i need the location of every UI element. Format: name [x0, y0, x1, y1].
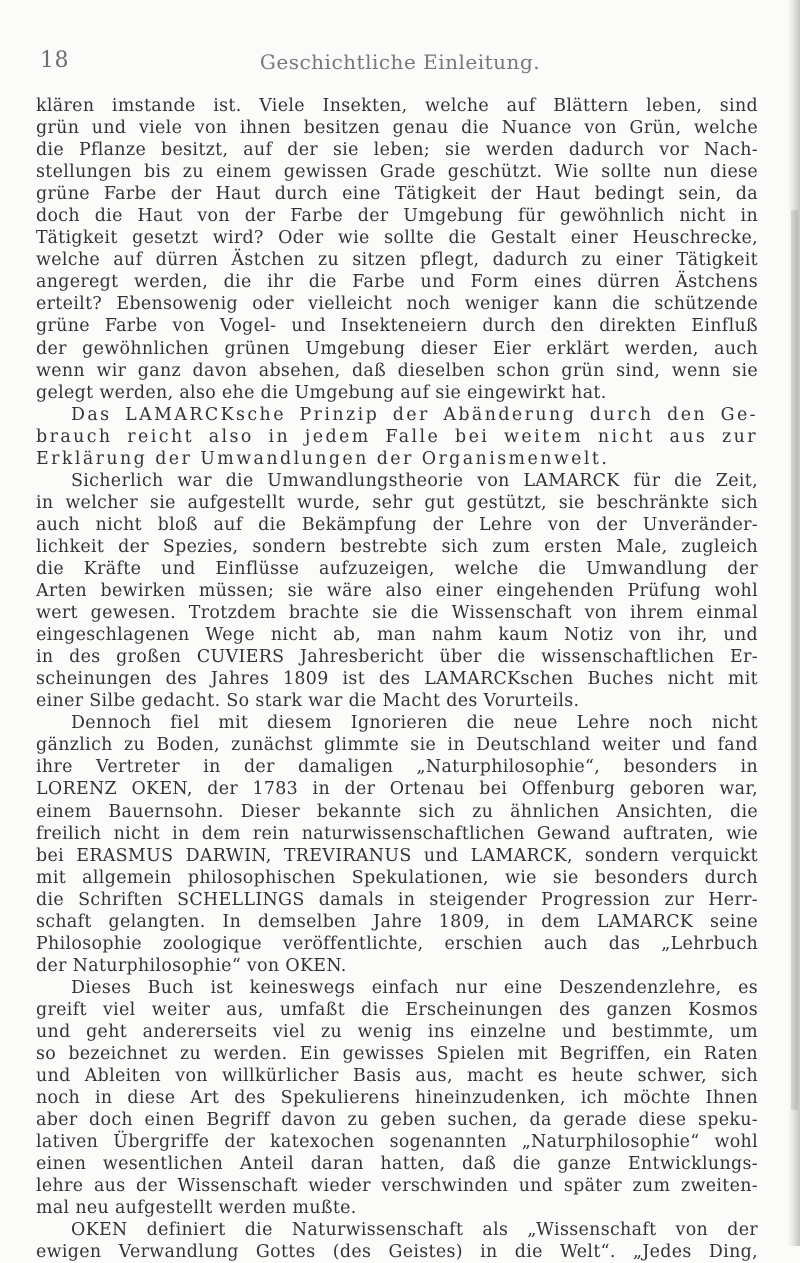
text-line: angeregt werden, die ihr die Farbe und Form eines dürren Ästchens [36, 272, 758, 293]
text-line: der gewöhnlichen grünen Umgebung dieser Eier erklärt werden, auch [36, 338, 758, 359]
text-line: lichkeit der Spezies, sondern bestrebte sich zum ersten Male, zugleich [36, 536, 758, 557]
text-line: LORENZ OKEN, der 1783 in der Ortenau bei Offenburg geboren war, [36, 779, 758, 800]
text-line: einem Bauernsohn. Dieser bekannte sich zu ähnlichen Ansichten, die [36, 801, 758, 822]
page-header [0, 48, 800, 82]
text-line: lehre aus der Wissenschaft wieder verschwinden und später zum zweiten- [36, 1176, 758, 1197]
text-line: OKEN definiert die Naturwissenschaft als „Wissenschaft von der [71, 1220, 758, 1241]
text-line: gänzlich zu Boden, zunächst glimmte sie in Deutschland weiter und fand [36, 735, 758, 756]
running-title: Geschichtliche Einleitung. [259, 50, 541, 74]
text-line: in welcher sie aufgestellt wurde, sehr gut gestützt, sie beschränkte sich [36, 492, 758, 513]
body-text [36, 95, 758, 1263]
text-line: in des großen CUVIERS Jahresbericht über die wissenschaftlichen Er- [36, 647, 758, 668]
text-line: ewigen Verwandlung Gottes (des Geistes) in die Welt“. „Jedes Ding, [36, 1242, 758, 1263]
text-line: erteilt? Ebensowenig oder vielleicht noch weniger kann die schützende [36, 294, 758, 315]
text-line: Tätigkeit gesetzt wird? Oder wie sollte die Gestalt einer Heuschrecke, [36, 228, 758, 249]
text-line: mit allgemein philosophischen Spekulationen, wie sie besonders durch [36, 867, 758, 888]
text-line: die Schriften SCHELLINGS damals in steigender Progression zur Herr- [36, 889, 758, 910]
text-line: greift viel weiter aus, umfaßt die Erscheinungen des ganzen Kosmos [36, 999, 758, 1020]
page-number: 18 [40, 48, 69, 73]
emphasis-line: brauch reicht also in jedem Falle bei weitem nicht aus zur [36, 426, 758, 447]
text-line: und geht andererseits viel zu wenig ins einzelne und bestimmte, um [36, 1021, 758, 1042]
text-line: die Pflanze besitzt, auf der sie leben; sie werden dadurch vor Nach- [36, 140, 758, 161]
text-line: und Ableiten von willkürlicher Basis aus, macht es heute schwer, sich [36, 1066, 758, 1087]
text-line: doch die Haut von der Farbe der Umgebung für gewöhnlich nicht in [36, 206, 758, 227]
text-line: Philosophie zoologique veröffentlichte, erschien auch das „Lehrbuch [36, 933, 758, 954]
text-line: scheinungen des Jahres 1809 ist des LAMARCKschen Buches nicht mit [36, 669, 758, 690]
text-line: wert gewesen. Trotzdem brachte sie die Wissenschaft von ihrem einmal [36, 603, 758, 624]
page-edge-shade [791, 210, 798, 1110]
text-line: auch nicht bloß auf die Bekämpfung der Lehre von der Unveränder- [36, 514, 758, 535]
text-line: noch in diese Art des Spekulierens hineinzudenken, ich möchte Ihnen [36, 1088, 758, 1109]
text-line: mal neu aufgestellt werden mußte. [36, 1198, 357, 1219]
text-line: stellungen bis zu einem gewissen Grade geschützt. Wie sollte nun diese [36, 162, 758, 183]
text-line: Arten bewirken müssen; sie wäre also einer eingehenden Prüfung wohl [36, 581, 758, 602]
emphasis-line: Erklärung der Umwandlungen der Organismenwelt. [36, 448, 610, 469]
text-line: ihre Vertreter in der damaligen „Naturphilosophie“, besonders in [36, 757, 758, 778]
text-line: freilich nicht in dem rein naturwissenschaftlichen Gewand auftraten, wie [36, 823, 758, 844]
text-line: grüne Farbe der Haut durch eine Tätigkeit der Haut bedingt sein, da [36, 184, 758, 205]
text-line: wenn wir ganz davon absehen, daß dieselben schon grün sind, wenn sie [36, 360, 758, 381]
text-line: schaft gelangten. In demselben Jahre 1809, in dem LAMARCK seine [36, 911, 758, 932]
text-line: lativen Übergriffe der katexochen sogenannten „Naturphilosophie“ wohl [36, 1132, 758, 1153]
text-line: grüne Farbe von Vogel- und Insekteneiern durch den direkten Einfluß [36, 316, 758, 337]
text-line: Dennoch fiel mit diesem Ignorieren die neue Lehre noch nicht [71, 713, 758, 734]
text-line: Dieses Buch ist keineswegs einfach nur eine Deszendenzlehre, es [71, 977, 758, 998]
text-line: klären imstande ist. Viele Insekten, welche auf Blättern leben, sind [36, 96, 758, 116]
text-line: aber doch einen Begriff davon zu geben suchen, da gerade diese speku- [36, 1110, 758, 1131]
text-line: die Kräfte und Einflüsse aufzuzeigen, welche die Umwandlung der [36, 558, 758, 579]
emphasis-line: Das LAMARCKsche Prinzip der Abänderung durch den Ge- [71, 404, 758, 425]
text-line: gelegt werden, also ehe die Umgebung auf sie eingewirkt hat. [36, 382, 607, 403]
text-line: einen wesentlichen Anteil daran hatten, daß die ganze Entwicklungs- [36, 1154, 758, 1175]
text-line: so bezeichnet zu werden. Ein gewisses Spielen mit Begriffen, ein Raten [36, 1044, 758, 1065]
text-line: bei ERASMUS DARWIN, TREVIRANUS und LAMARCK, sondern verquickt [36, 845, 758, 866]
text-line: eingeschlagenen Wege nicht ab, man nahm kaum Notiz von ihr, und [36, 625, 758, 646]
text-line: welche auf dürren Ästchen zu sitzen pflegt, dadurch zu einer Tätigkeit [36, 250, 758, 271]
text-line: einer Silbe gedacht. So stark war die Macht des Vorurteils. [36, 691, 580, 712]
text-line: der Naturphilosophie“ von OKEN. [36, 955, 347, 976]
text-line: grün und viele von ihnen besitzen genau die Nuance von Grün, welche [36, 118, 758, 139]
text-line: Sicherlich war die Umwandlungstheorie von LAMARCK für die Zeit, [71, 470, 758, 491]
